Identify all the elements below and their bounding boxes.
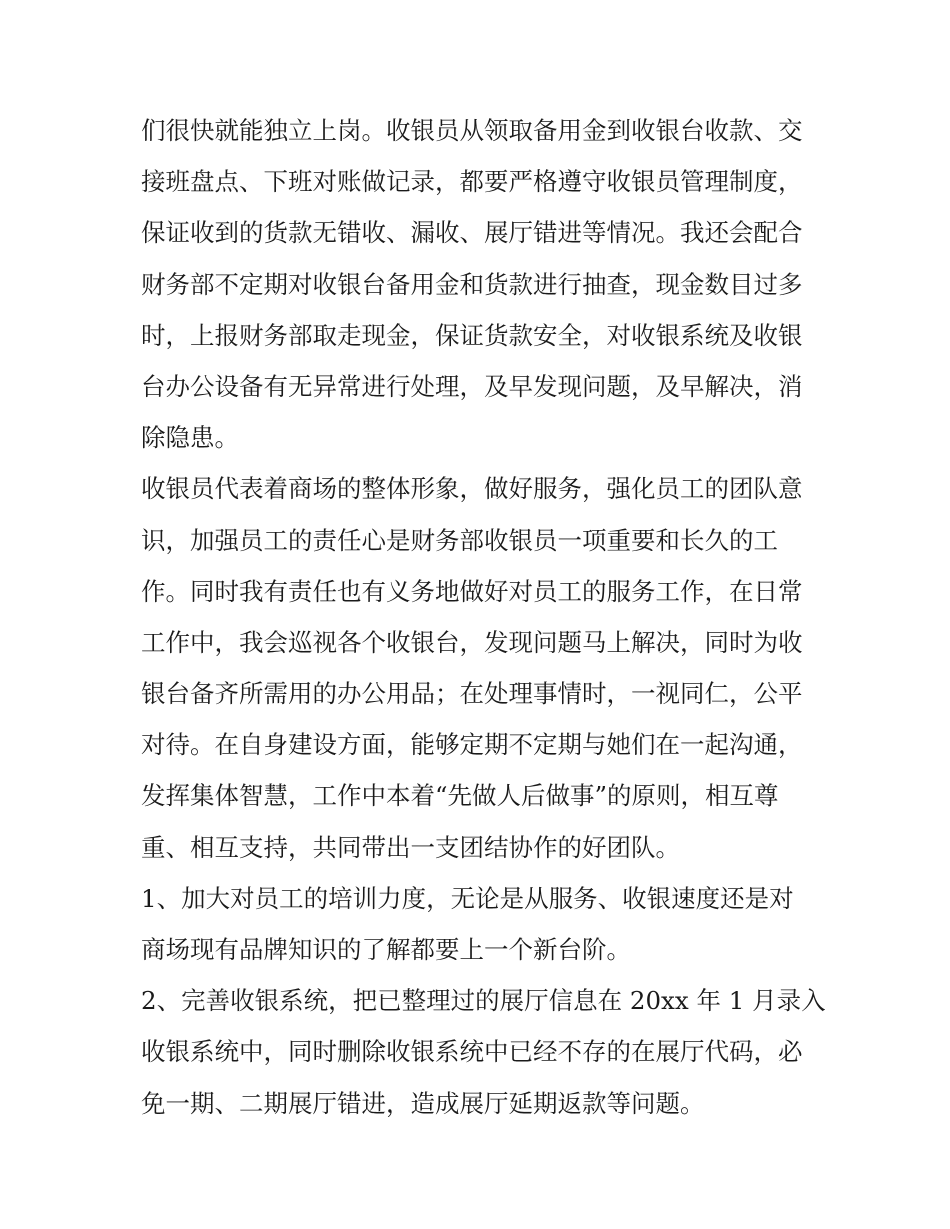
text-line: 识，加强员工的责任心是财务部收银员一项重要和长久的工 (141, 525, 778, 555)
text-line: 工作中，我会巡视各个收银台，发现问题马上解决，同时为收 (141, 627, 803, 657)
text-line: 除隐患。 (141, 423, 239, 453)
text-line: 2、完善收银系统，把已整理过的展厅信息在 20xx 年 1 月录入 (141, 986, 826, 1016)
text-line: 免一期、二期展厅错进，造成展厅延期返款等问题。 (141, 1088, 705, 1118)
text-line: 作。同时我有责任也有义务地做好对员工的服务工作，在日常 (141, 576, 803, 606)
text-line: 收银系统中，同时删除收银系统中已经不存的在展厅代码，必 (141, 1037, 803, 1067)
text-line: 财务部不定期对收银台备用金和货款进行抽查，现金数目过多 (141, 269, 803, 299)
text-line: 接班盘点、下班对账做记录，都要严格遵守收银员管理制度， (141, 167, 803, 197)
text-line: 发挥集体智慧，工作中本着“先做人后做事”的原则，相互尊 (141, 781, 779, 811)
text-line: 对待。在自身建设方面，能够定期不定期与她们在一起沟通， (141, 730, 803, 760)
text-line: 商场现有品牌知识的了解都要上一个新台阶。 (141, 935, 631, 964)
text-line: 银台备齐所需用的办公用品；在处理事情时，一视同仁，公平 (141, 679, 803, 709)
text-line: 时，上报财务部取走现金，保证货款安全，对收银系统及收银 (141, 320, 803, 350)
text-line: 1、加大对员工的培训力度，无论是从服务、收银速度还是对 (141, 883, 794, 913)
text-line: 重、相互支持，共同带出一支团结协作的好团队。 (141, 832, 680, 862)
text-line: 收银员代表着商场的整体形象，做好服务，强化员工的团队意 (141, 474, 803, 504)
text-line: 台办公设备有无异常进行处理，及早发现问题，及早解决，消 (141, 371, 803, 401)
body-text (141, 105, 826, 1129)
text-line: 保证收到的货款无错收、漏收、展厅错进等情况。我还会配合 (141, 218, 803, 248)
text-line: 们很快就能独立上岗。收银员从领取备用金到收银台收款、交 (141, 116, 803, 145)
